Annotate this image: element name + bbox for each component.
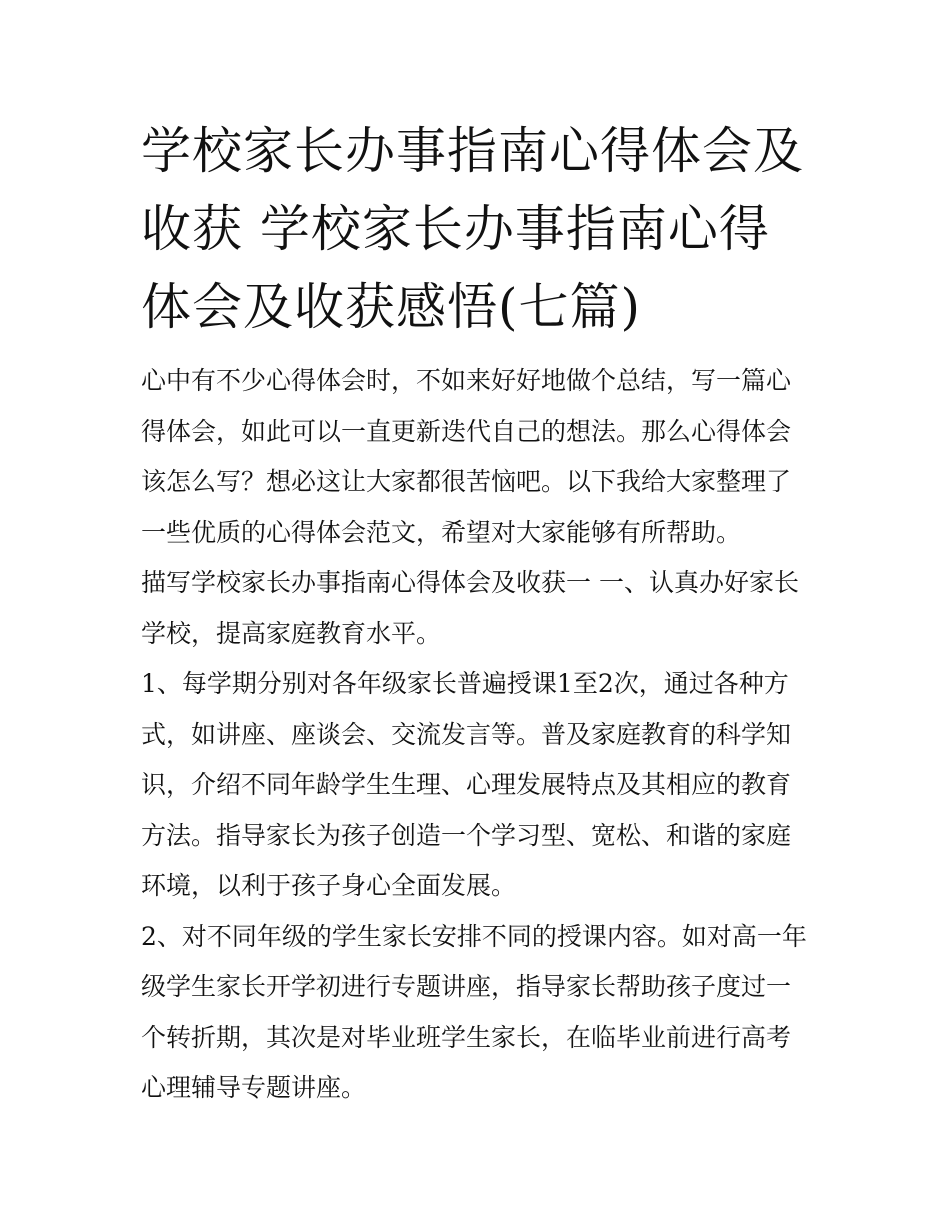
document-body (141, 356, 814, 1114)
paragraph-section-one-heading: 描写学校家长办事指南心得体会及收获一 一、认真办好家长学校，提高家庭教育水平。 (141, 568, 799, 648)
paragraph-intro: 心中有不少心得体会时，不如来好好地做个总结，写一篇心得体会，如此可以一直更新迭代自己的想法。那么心得体会该怎么写？想必这让大家都很苦恼吧。以下我给大家整理了一些优质的心得体会范文，希望对大家能够有所帮助。 (141, 366, 792, 547)
paragraph-item-1: 1、每学期分别对各年级家长普遍授课1至2次，通过各种方式，如讲座、座谈会、交流发言等。普及家庭教育的科学知识，介绍不同年龄学生生理、心理发展特点及其相应的教育方法。指导家长为孩子创造一个学习型、宽松、和谐的家庭环境，以利于孩子身心全面发展。 (141, 669, 792, 900)
document-title: 学校家长办事指南心得体会及收获 学校家长办事指南心得体会及收获感悟(七篇) (141, 122, 804, 336)
paragraph-item-2: 2、对不同年级的学生家长安排不同的授课内容。如对高一年级学生家长开学初进行专题讲座，指导家长帮助孩子度过一个转折期，其次是对毕业班学生家长，在临毕业前进行高考心理辅导专题讲座。 (141, 921, 807, 1102)
